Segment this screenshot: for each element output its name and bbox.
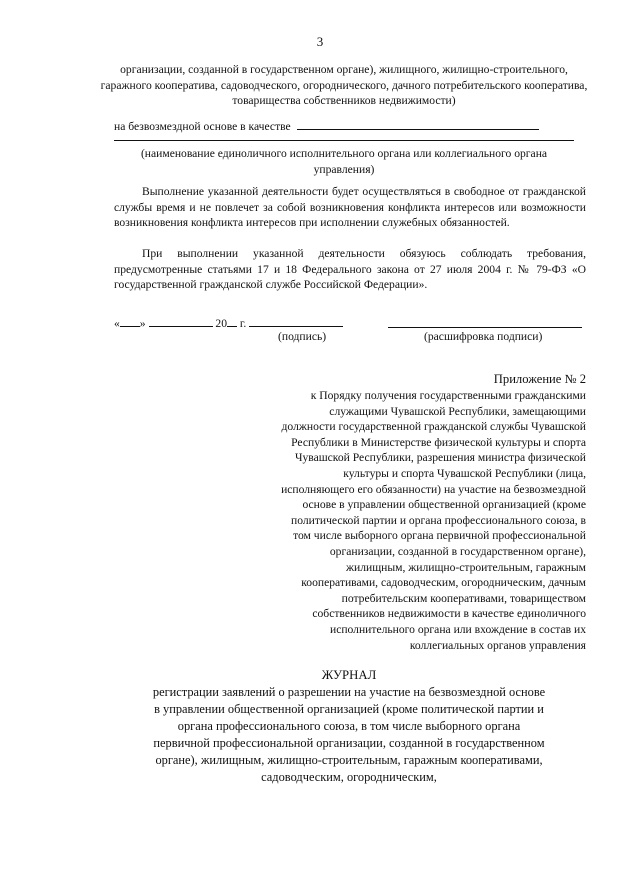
decoding-label: (расшифровка подписи) <box>424 330 543 343</box>
day-blank <box>120 315 140 327</box>
signature-blank <box>249 315 343 327</box>
appendix-text: к Порядку получения государственными гражданскими служащими Чувашской Республики, замещающими должности государственной гражданской службы Чувашской Республики в Министерстве физической культуры и спорта Чувашской Республики, разрешения министра физической культуры и спорта Чувашской Республики (лица, исполняющего его обязанности) на участие на безвозмездной основе в управлении общественной организацией (кроме политической партии и органа профессионального союза, в том числе выборного органа первичной профессиональной организации, созданной в государственном органе), жилищным, жилищно-строительным, гаражным кооперативами, садоводческим, огородническим, дачным потребительским кооперативами, товариществом собственников недвижимости в качестве единоличного исполнительного органа или вхождение в состав их коллегиальных органов управления <box>281 389 586 652</box>
year-prefix: 20 <box>215 317 227 330</box>
year-blank <box>227 315 237 327</box>
journal-title: ЖУРНАЛ <box>321 668 377 682</box>
paragraph-requirements: При выполнении указанной деятельности обязуюсь соблюдать требования, предусмотренные статьями 17 и 18 Федерального закона от 27 июля 2004 г. № 79-ФЗ «О государственной гражданской службе Российской Федерации». <box>114 247 586 291</box>
body-caption: (наименование единоличного исполнительного органа или коллегиального органа управления) <box>140 147 548 176</box>
month-blank <box>149 315 213 327</box>
signature-decoding-blank <box>388 327 582 328</box>
signature-label: (подпись) <box>278 330 327 343</box>
year-suffix: г. <box>239 317 247 330</box>
basis-label: на безвозмездной основе в качестве <box>114 120 291 133</box>
basis-blank-field <box>297 118 539 130</box>
journal-text: регистрации заявлений о разрешении на участие на безвозмездной основе в управлении общественной организацией (кроме политической партии и органа профессионального союза, в том числе выборного органа первичной профессиональной организации, созданной в государственном органе), жилищным, жилищно-строительным, гаражным кооперативами, садоводческим, огородническим, <box>152 685 546 784</box>
intro-text: организации, созданной в государственном органе), жилищного, жилищно-строительного, гаражного кооператива, садоводческого, огороднического, дачного потребительского кооператива, товарищества собственников недвижимости) <box>100 63 588 107</box>
appendix-title: Приложение № 2 <box>493 372 586 386</box>
paragraph-free-time: Выполнение указанной деятельности будет осуществляться в свободное от гражданской службы время и не повлечет за собой возникновения конфликта интересов или возможности возникновения конфликта интересов при исполнении служебных обязанностей. <box>114 185 586 229</box>
page-number: 3 <box>316 34 324 49</box>
date-field <box>114 315 343 330</box>
signature-block <box>114 315 586 345</box>
body-name-blank-field <box>114 140 574 141</box>
basis-line <box>114 118 539 133</box>
quote-close: » <box>139 317 146 330</box>
quote-open: « <box>114 317 120 330</box>
